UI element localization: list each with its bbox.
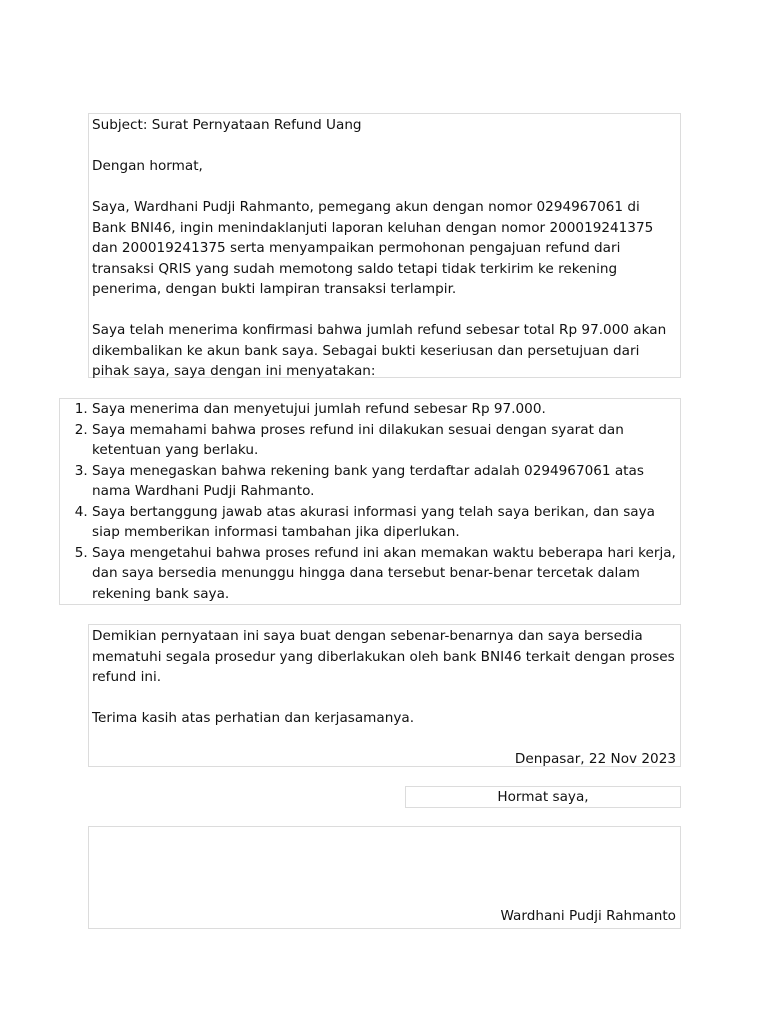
closing-paragraph: Demikian pernyataan ini saya buat dengan sebenar-benarnya dan saya bersedia mematuhi segala prosedur yang diberlakukan oleh bank BNI46 terkait dengan proses refund ini. <box>92 628 675 685</box>
statement-text: Saya menegaskan bahwa rekening bank yang terdaftar adalah 0294967061 atas nama Wardhani Pudji Rahmanto. <box>92 462 644 499</box>
statement-number: 2. <box>74 421 88 438</box>
spacer <box>92 177 677 198</box>
intro-paragraph-2: Saya telah menerima konfirmasi bahwa jumlah refund sebesar total Rp 97.000 akan dikembalikan ke akun bank saya. Sebagai bukti keseriusan dan persetujuan dari pihak saya, saya dengan ini menyatakan: <box>92 322 667 379</box>
statement-list <box>59 398 681 605</box>
signature-block <box>88 826 681 929</box>
intro-section <box>88 113 681 378</box>
statement-number: 4. <box>74 503 88 520</box>
statement-item-5 <box>60 543 677 605</box>
place-date: Denpasar, 22 Nov 2023 <box>514 751 676 767</box>
spacer <box>92 300 677 321</box>
spacer <box>92 136 677 157</box>
statement-item-3 <box>60 461 677 502</box>
statement-number: 3. <box>74 462 88 479</box>
signer-name: Wardhani Pudji Rahmanto <box>500 907 676 924</box>
statement-item-1 <box>60 399 677 420</box>
statement-item-2 <box>60 420 677 461</box>
statement-text: Saya memahami bahwa proses refund ini dilakukan sesuai dengan syarat dan ketentuan yang berlaku. <box>92 421 624 458</box>
intro-paragraph-1: Saya, Wardhani Pudji Rahmanto, pemegang akun dengan nomor 0294967061 di Bank BNI46, ingin menindaklanjuti laporan keluhan dengan nomor 200019241375 dan 200019241375 serta menyampaikan permohonan pengajuan refund dari transaksi QRIS yang sudah memotong saldo tetapi tidak terkirim ke rekening penerima, dengan bukti lampiran transaksi terlampir. <box>92 199 654 297</box>
statement-item-4 <box>60 502 677 543</box>
spacer <box>92 729 677 750</box>
thanks-line: Terima kasih atas perhatian dan kerjasamanya. <box>92 710 415 726</box>
statement-text: Saya menerima dan menyetujui jumlah refund sebesar Rp 97.000. <box>92 401 546 417</box>
regards-line: Hormat saya, <box>405 786 681 808</box>
closing-section <box>88 624 681 767</box>
statement-number: 5. <box>74 544 88 561</box>
spacer <box>92 688 677 709</box>
statement-text: Saya mengetahui bahwa proses refund ini akan memakan waktu beberapa hari kerja, dan saya bersedia menunggu hingga dana tersebut benar-benar tercetak dalam rekening bank saya. <box>92 544 676 602</box>
statement-number: 1. <box>74 401 88 417</box>
greeting: Dengan hormat, <box>92 158 203 174</box>
subject-line: Subject: Surat Pernyataan Refund Uang <box>92 117 362 133</box>
statement-text: Saya bertanggung jawab atas akurasi informasi yang telah saya berikan, dan saya siap memberikan informasi tambahan jika diperlukan. <box>92 503 655 540</box>
